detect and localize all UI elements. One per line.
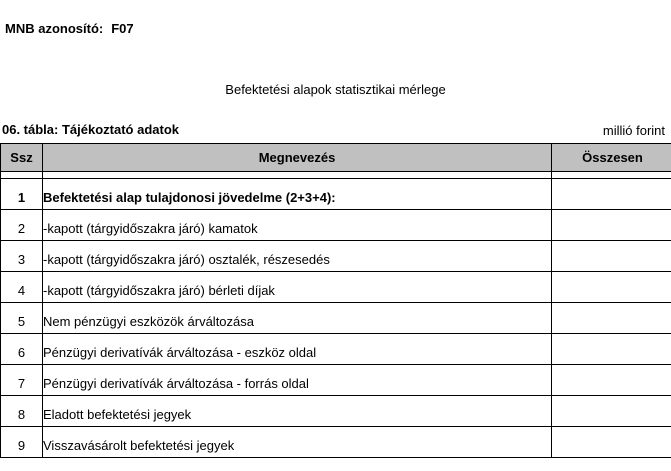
- row-total-cell[interactable]: [552, 272, 671, 303]
- row-number: 5: [1, 303, 43, 334]
- table-row: [1, 334, 671, 365]
- row-name: Visszavásárolt befektetési jegyek: [43, 427, 552, 458]
- column-header-ssz: Ssz: [1, 144, 43, 172]
- row-name: Nem pénzügyi eszközök árváltozása: [43, 303, 552, 334]
- row-name: Pénzügyi derivatívák árváltozása - forrás oldal: [43, 365, 552, 396]
- column-header-total: Összesen: [552, 144, 671, 172]
- row-total-cell[interactable]: [552, 179, 671, 210]
- table-row: [1, 365, 671, 396]
- row-name: Pénzügyi derivatívák árváltozása - eszköz oldal: [43, 334, 552, 365]
- mnb-identifier-label: MNB azonosító:: [5, 21, 104, 36]
- row-number: 6: [1, 334, 43, 365]
- row-number: 7: [1, 365, 43, 396]
- row-number: 8: [1, 396, 43, 427]
- row-name: -kapott (tárgyidőszakra járó) kamatok: [43, 210, 552, 241]
- column-header-name: Megnevezés: [43, 144, 552, 172]
- mnb-identifier: [5, 21, 134, 36]
- row-number: 4: [1, 272, 43, 303]
- table-row: [1, 427, 671, 458]
- row-number: 1: [1, 179, 43, 210]
- row-total-cell[interactable]: [552, 241, 671, 272]
- unit-label: millió forint: [602, 123, 665, 138]
- table-row: [1, 272, 671, 303]
- table-header-row: [1, 144, 671, 172]
- table-title: 06. tábla: Tájékoztató adatok: [2, 122, 179, 137]
- table-spacer-row: [1, 172, 671, 179]
- mnb-identifier-code: F07: [111, 21, 134, 36]
- table-row: [1, 396, 671, 427]
- row-total-cell[interactable]: [552, 303, 671, 334]
- row-number: 2: [1, 210, 43, 241]
- row-number: 3: [1, 241, 43, 272]
- row-total-cell[interactable]: [552, 427, 671, 458]
- row-name: -kapott (tárgyidőszakra járó) bérleti díjak: [43, 272, 552, 303]
- page-title: Befektetési alapok statisztikai mérlege: [225, 82, 446, 97]
- row-total-cell[interactable]: [552, 210, 671, 241]
- table-row: [1, 179, 671, 210]
- data-table: [0, 143, 671, 458]
- row-name: Befektetési alap tulajdonosi jövedelme (2+3+4):: [43, 179, 552, 210]
- row-total-cell[interactable]: [552, 365, 671, 396]
- row-total-cell[interactable]: [552, 396, 671, 427]
- table-row: [1, 210, 671, 241]
- table-row: [1, 241, 671, 272]
- row-total-cell[interactable]: [552, 334, 671, 365]
- row-number: 9: [1, 427, 43, 458]
- row-name: Eladott befektetési jegyek: [43, 396, 552, 427]
- row-name: -kapott (tárgyidőszakra járó) osztalék, részesedés: [43, 241, 552, 272]
- table-row: [1, 303, 671, 334]
